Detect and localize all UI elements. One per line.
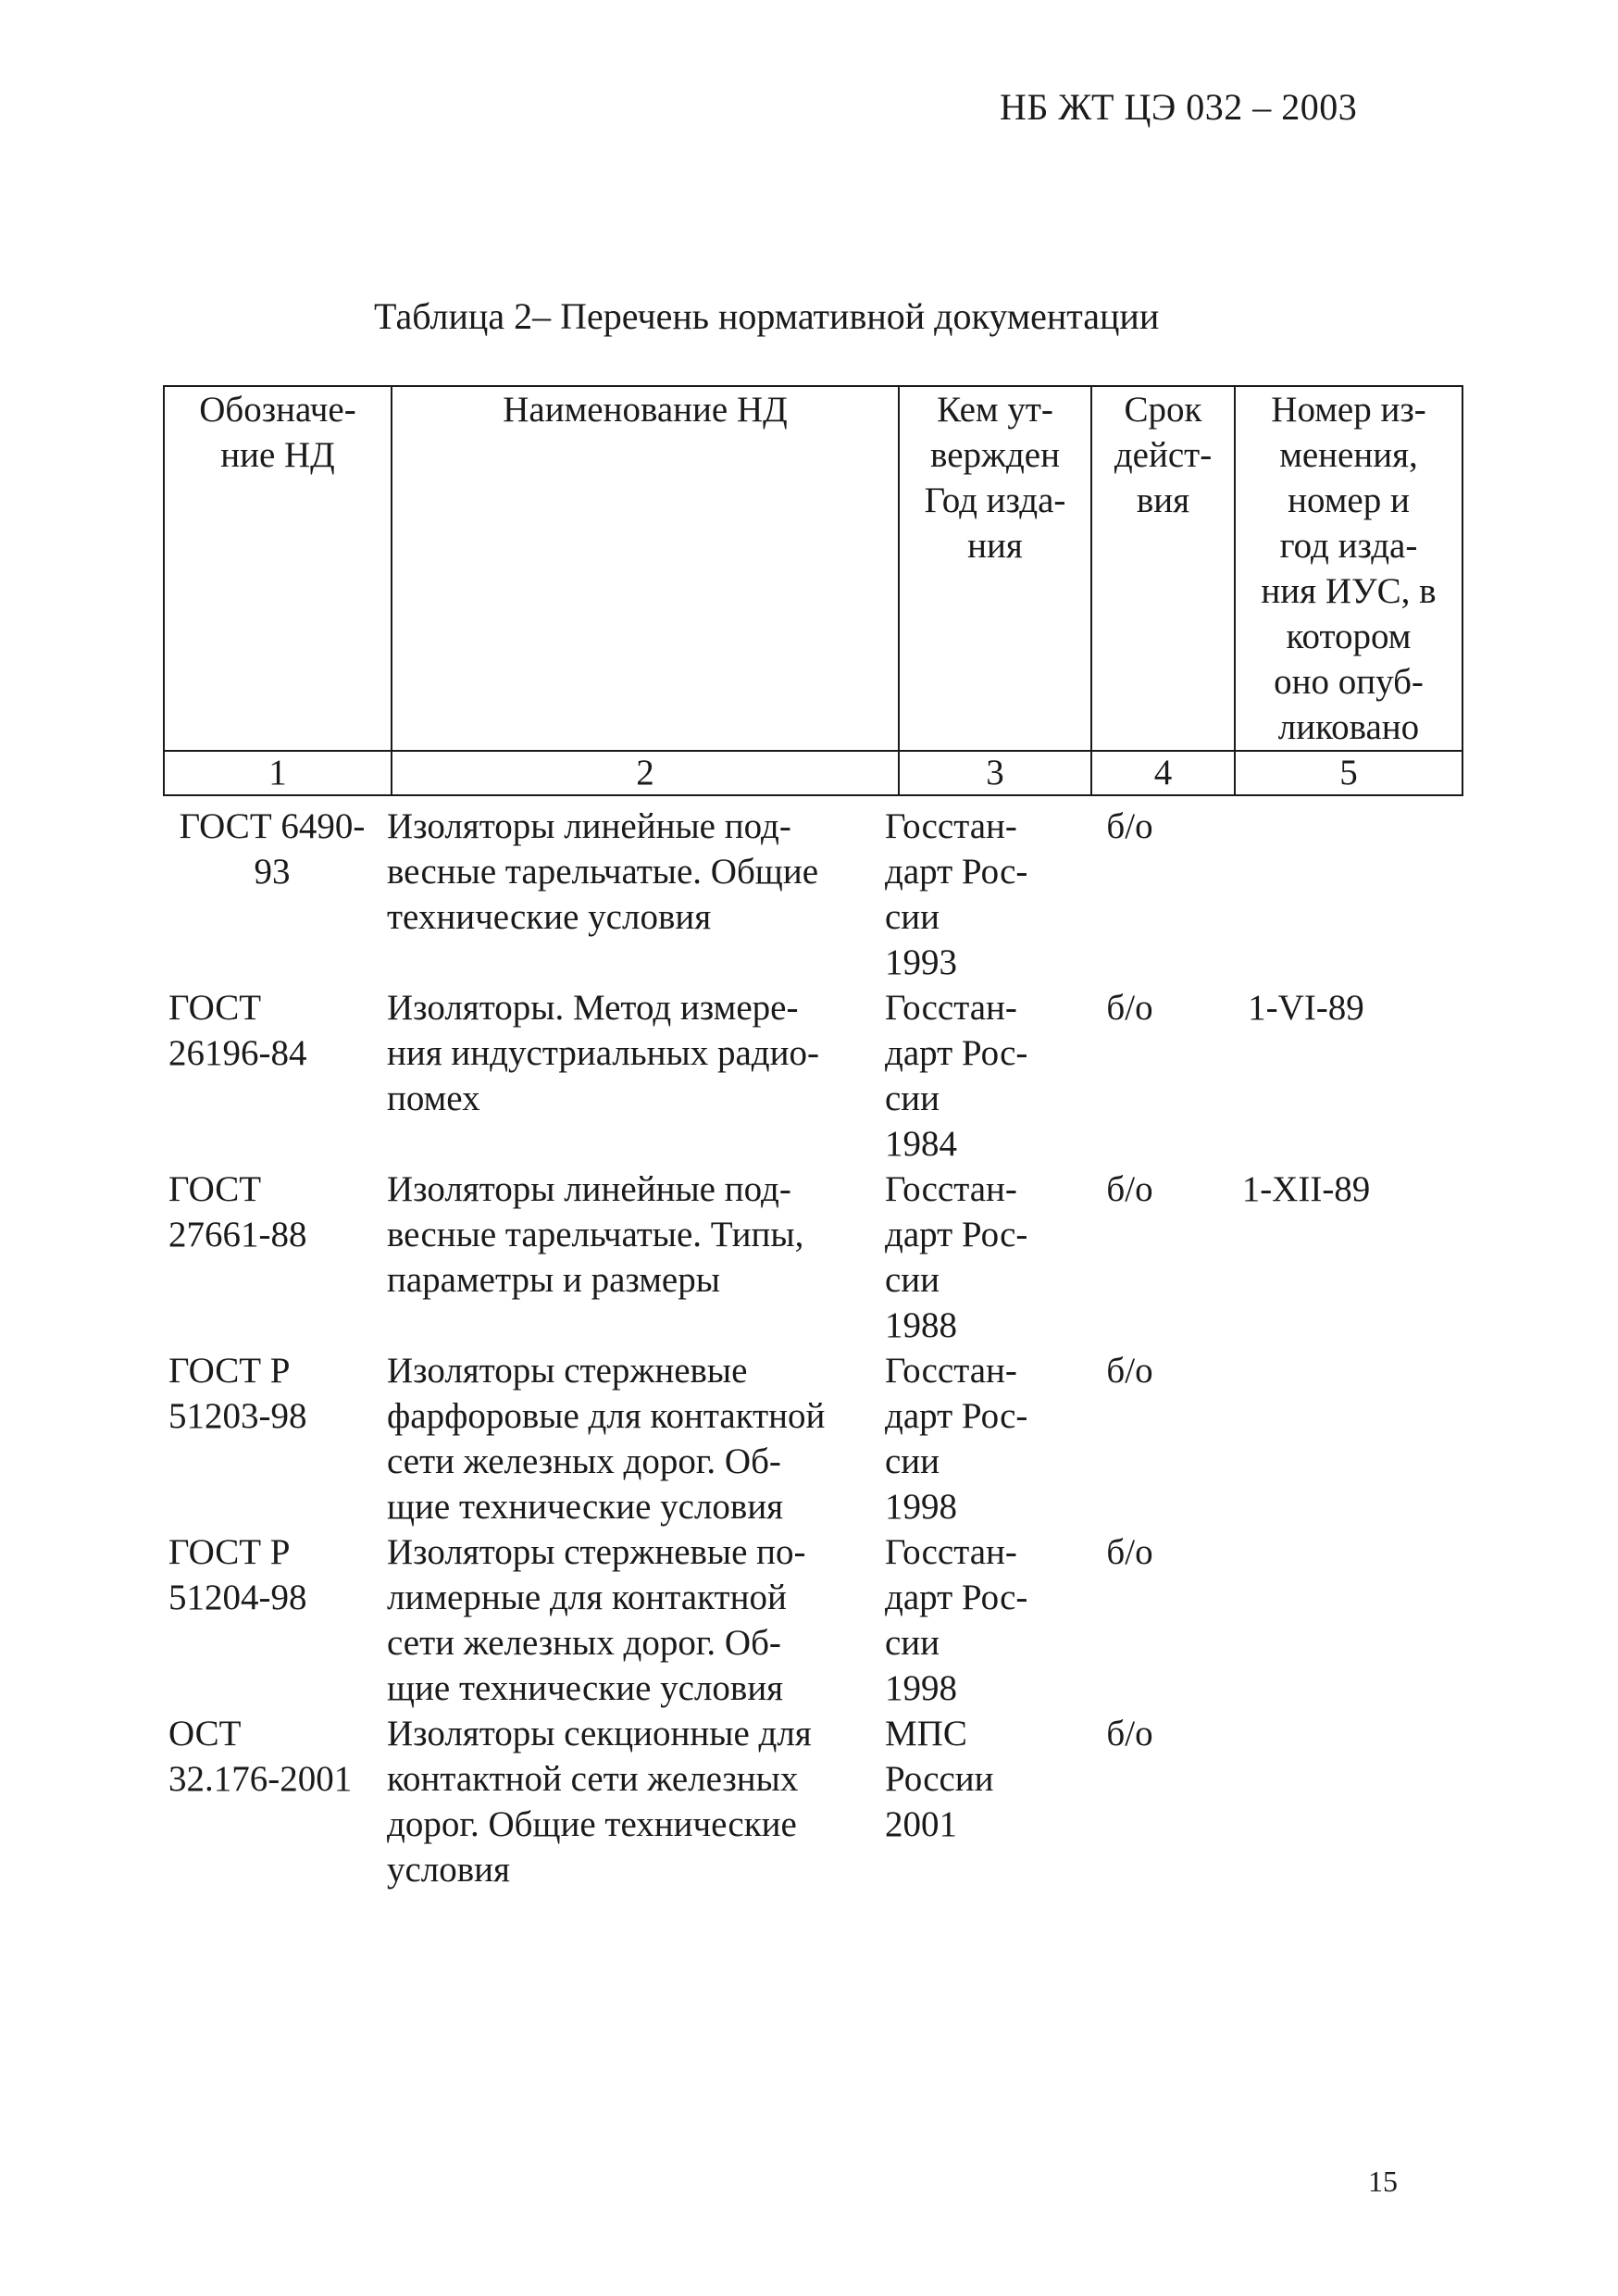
cell-validity: б/о <box>1106 806 1153 846</box>
table-row <box>163 985 1415 1167</box>
cell-approved: Госстан- дарт Рос- сии 1988 <box>885 1169 1028 1345</box>
cell-designation: ГОСТ 26196-84 <box>168 988 307 1073</box>
table-header <box>163 385 1463 796</box>
cell-validity: б/о <box>1106 1351 1153 1391</box>
cell-validity: б/о <box>1106 1714 1153 1753</box>
cell-designation: ГОСТ 27661-88 <box>168 1169 307 1254</box>
table-row <box>163 1167 1415 1348</box>
column-number: 4 <box>1091 751 1235 795</box>
column-number: 5 <box>1235 751 1462 795</box>
table-title: Таблица 2– Перечень нормативной документации <box>374 295 1160 337</box>
cell-name: Изоляторы стержневые по- лимерные для контактной сети железных дорог. Об- щие технические условия <box>387 1532 806 1708</box>
column-header-designation: Обозначе- ние НД <box>164 386 392 751</box>
cell-approved: Госстан- дарт Рос- сии 1998 <box>885 1532 1028 1708</box>
table-row <box>163 804 1415 985</box>
cell-designation: ГОСТ Р 51204-98 <box>168 1532 307 1617</box>
cell-amendment <box>1197 1529 1415 1711</box>
cell-approved: Госстан- дарт Рос- сии 1993 <box>885 806 1028 982</box>
cell-amendment <box>1197 804 1415 985</box>
column-header-amendment: Номер из- менения, номер и год изда- ния ИУС, в котором оно опуб- ликовано <box>1235 386 1462 751</box>
cell-name: Изоляторы линейные под- весные тарельчатые. Общие технические условия <box>387 806 819 937</box>
page-number: 15 <box>1368 2165 1398 2198</box>
table-row <box>163 1711 1415 1892</box>
cell-validity: б/о <box>1106 988 1153 1028</box>
cell-approved: Госстан- дарт Рос- сии 1984 <box>885 988 1028 1164</box>
cell-designation: ГОСТ Р 51203-98 <box>168 1351 307 1436</box>
cell-amendment: 1-VI-89 <box>1248 988 1364 1028</box>
cell-name: Изоляторы секционные для контактной сети железных дорог. Общие технические условия <box>387 1714 812 1890</box>
column-header-name: Наименование НД <box>392 386 899 751</box>
cell-approved: Госстан- дарт Рос- сии 1998 <box>885 1351 1028 1527</box>
column-number: 2 <box>392 751 899 795</box>
table-body <box>163 804 1415 1892</box>
column-number: 1 <box>164 751 392 795</box>
table-row <box>163 1529 1415 1711</box>
cell-designation: ОСТ 32.176-2001 <box>168 1714 353 1799</box>
cell-name: Изоляторы. Метод измере- ния индустриальных радио- помех <box>387 988 819 1118</box>
cell-name: Изоляторы линейные под- весные тарельчатые. Типы, параметры и размеры <box>387 1169 804 1300</box>
cell-amendment <box>1197 1348 1415 1529</box>
column-headers <box>164 386 1462 751</box>
column-header-validity: Срок дейст- вия <box>1091 386 1235 751</box>
cell-approved: МПС России 2001 <box>885 1714 994 1844</box>
cell-amendment: 1-XII-89 <box>1241 1169 1371 1209</box>
cell-amendment <box>1197 1711 1415 1892</box>
document-code: НБ ЖТ ЦЭ 032 – 2003 <box>1000 86 1358 128</box>
column-number: 3 <box>899 751 1091 795</box>
column-numbers <box>164 751 1462 795</box>
cell-validity: б/о <box>1106 1169 1153 1209</box>
column-header-approved: Кем ут- вержден Год изда- ния <box>899 386 1091 751</box>
cell-validity: б/о <box>1106 1532 1153 1572</box>
cell-name: Изоляторы стержневые фарфоровые для контактной сети железных дорог. Об- щие технические условия <box>387 1351 826 1527</box>
table-row <box>163 1348 1415 1529</box>
cell-designation: ГОСТ 6490- 93 <box>179 806 366 892</box>
